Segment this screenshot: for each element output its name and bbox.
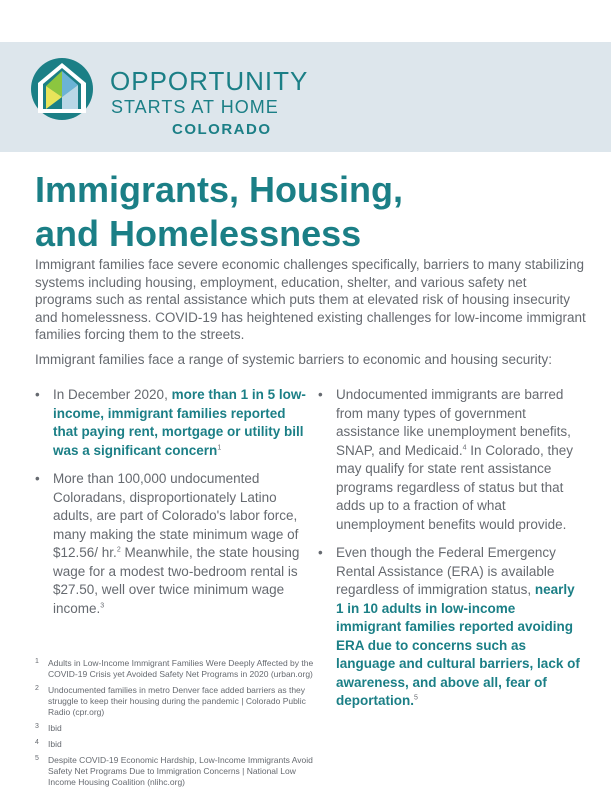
footnote-text: Adults in Low-Income Immigrant Families Were Deeply Affected by the COVID-19 Crisis yet Avoided Safety Net Programs in 2020 (urban.org) [48, 658, 314, 679]
footnote-text: Ibid [48, 739, 62, 749]
footnote-item [35, 739, 325, 750]
footnote-number: 4 [35, 739, 39, 746]
bullet-item [35, 386, 307, 460]
page-title [35, 168, 575, 256]
bullet-text: More than 100,000 undocumented Coloradans, disproportionately Latino adults, are part of Colorado's labor force, many making the state minimum wage of $12.56/ hr. [53, 471, 299, 560]
footnote-item [35, 755, 325, 787]
footnote-number: 3 [35, 723, 39, 730]
brand-line-colorado: COLORADO [172, 121, 272, 138]
bullet-text: Even though the Federal Emergency Rental Assistance (ERA) is available regardless of immigration status, [336, 545, 556, 597]
footnotes [35, 658, 325, 787]
footnote-text: Ibid [48, 723, 62, 733]
intro-paragraph: Immigrant families face severe economic challenges specifically, barriers to many stabilizing systems including housing, employment, education, shelter, and various safety net programs such as rental assistance which puts them at elevated risk of housing insecurity and homelessness. COVID-19 has heightened existing challenges for low-income immigrant families forcing them to the streets. [35, 257, 586, 342]
footnote-item [35, 658, 325, 680]
top-margin [0, 0, 611, 42]
bullet-highlight: nearly 1 in 10 adults in low-income immigrant families reported avoiding ERA due to concerns such as language and cultural barriers, lack of awareness, and above all, fear of deportation. [336, 582, 580, 708]
footnote-item [35, 685, 325, 718]
title-line-2: and Homelessness [35, 213, 362, 254]
bullet-text: Undocumented immigrants are barred from many types of government assistance like unemployment benefits, SNAP, and Medicaid. [336, 387, 571, 458]
left-column [35, 386, 307, 628]
footnote-number: 1 [35, 658, 39, 665]
bullet-dot: • [35, 471, 40, 486]
footnote-ref: 2 [116, 546, 121, 554]
footnote-ref: 4 [462, 444, 467, 451]
bullet-text: Meanwhile, the state housing wage for a modest two-bedroom rental is $27.50, well over twice minimum wage income. [53, 545, 300, 616]
footnote-number: 5 [35, 755, 39, 762]
bullet-item [318, 386, 583, 534]
bullet-item [35, 470, 307, 618]
house-logo-icon [30, 57, 100, 121]
footnote-text: Undocumented families in metro Denver face added barriers as they struggle to keep their housing during the pandemic | Colorado Public Radio (cpr.org) [48, 685, 306, 717]
footnote-text: Despite COVID-19 Economic Hardship, Low-Income Immigrants Avoid Safety Net Programs Due to Immigration Concerns | National Low Income Housing Coalition (nlihc.org) [48, 755, 313, 787]
footnote-item [35, 723, 325, 734]
title-line-1: Immigrants, Housing, [35, 169, 404, 210]
footnote-ref: 5 [414, 694, 418, 702]
subintro-paragraph: Immigrant families face a range of systemic barriers to economic and housing security: [35, 352, 552, 367]
brand-line-opportunity: OPPORTUNITY [110, 66, 309, 96]
bullet-dot: • [318, 545, 323, 560]
footnote-ref: 1 [217, 444, 222, 451]
footnote-number: 2 [35, 685, 39, 692]
footnote-ref: 3 [100, 602, 105, 609]
bullet-text: In Colorado, they may qualify for state rent assistance programs regardless of status but that adds up to a fraction of what unemployment benefits would provide. [336, 442, 574, 532]
bullet-dot: • [318, 387, 323, 402]
right-column [318, 386, 583, 721]
bullet-highlight: more than 1 in 5 low-income, immigrant families reported that paying rent, mortgage or utility bill was a significant concern [53, 387, 306, 458]
bullet-item [318, 544, 583, 711]
bullet-text: In December 2020, [53, 387, 172, 402]
bullet-dot: • [35, 387, 40, 402]
brand-line-starts-at-home: STARTS AT HOME [111, 97, 279, 117]
